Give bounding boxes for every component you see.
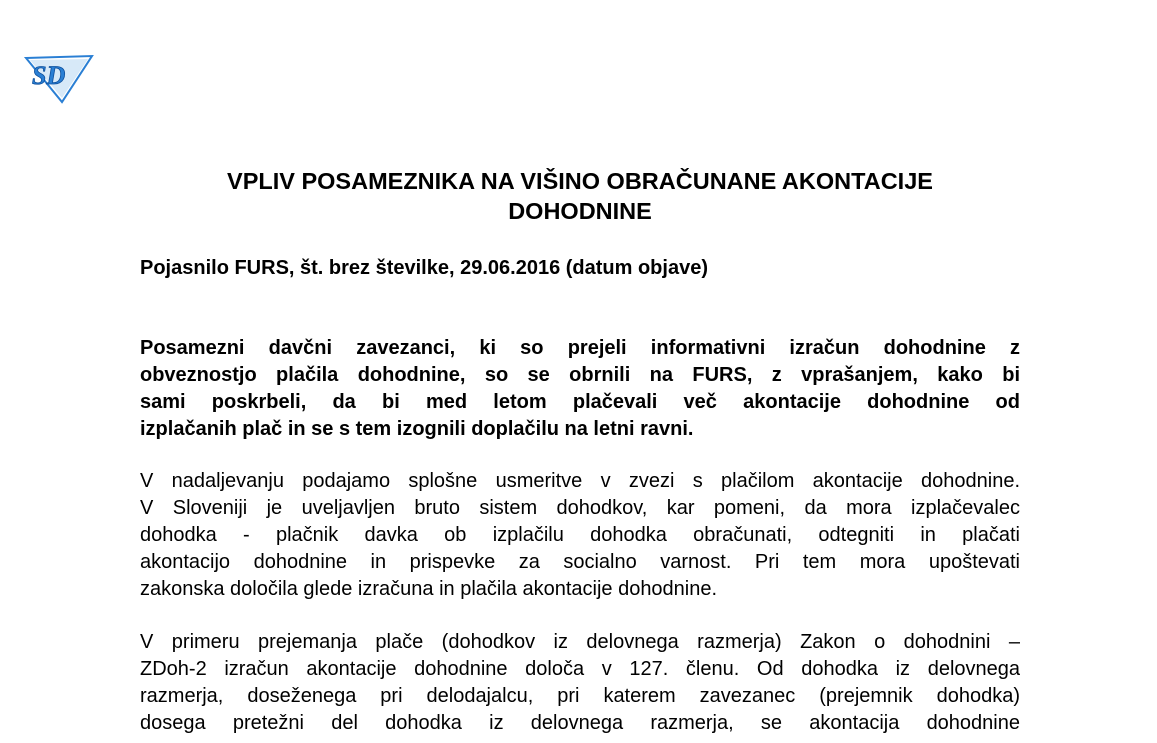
sd-logo bbox=[22, 50, 96, 104]
paragraph-line: izplačanih plač in se s tem izognili doplačilu na letni ravni. bbox=[140, 418, 694, 440]
paragraph-line: Posamezni davčni zavezanci, ki so prejeli informativni izračun dohodnine z bbox=[140, 337, 1020, 359]
document-subtitle: Pojasnilo FURS, št. brez številke, 29.06.2016 (datum objave) bbox=[140, 257, 708, 279]
logo-letters: SD bbox=[32, 61, 66, 90]
paragraph-line: ZDoh-2 izračun akontacije dohodnine določa v 127. členu. Od dohodka iz delovnega bbox=[140, 658, 1020, 680]
paragraph-line: sami poskrbeli, da bi med letom plačevali več akontacije dohodnine od bbox=[140, 391, 1020, 413]
paragraph-line: obveznostjo plačila dohodnine, so se obrnili na FURS, z vprašanjem, kako bi bbox=[140, 364, 1020, 386]
paragraph-line: zakonska določila glede izračuna in plačila akontacije dohodnine. bbox=[140, 578, 718, 600]
paragraph-general bbox=[140, 468, 1020, 603]
title-line-1: VPLIV POSAMEZNIKA NA VIŠINO OBRAČUNANE AKONTACIJE bbox=[227, 168, 933, 194]
paragraph-line: razmerja, doseženega pri delodajalcu, pri katerem zavezanec (prejemnik dohodka) bbox=[140, 685, 1020, 707]
paragraph-line: V Sloveniji je uveljavljen bruto sistem dohodkov, kar pomeni, da mora izplačevalec bbox=[140, 497, 1020, 519]
paragraph-line: V nadaljevanju podajamo splošne usmeritve v zvezi s plačilom akontacije dohodnine. bbox=[140, 470, 1020, 492]
paragraph-intro bbox=[140, 335, 1020, 443]
paragraph-line: dohodka - plačnik davka ob izplačilu dohodka obračunati, odtegniti in plačati bbox=[140, 524, 1020, 546]
title-line-2: DOHODNINE bbox=[508, 198, 652, 224]
document-title bbox=[140, 166, 1020, 226]
paragraph-salary bbox=[140, 629, 1020, 737]
paragraph-line: V primeru prejemanja plače (dohodkov iz delovnega razmerja) Zakon o dohodnini – bbox=[140, 631, 1020, 653]
paragraph-line: dosega pretežni del dohodka iz delovnega razmerja, se akontacija dohodnine bbox=[140, 712, 1020, 734]
paragraph-line: akontacijo dohodnine in prispevke za socialno varnost. Pri tem mora upoštevati bbox=[140, 551, 1020, 573]
